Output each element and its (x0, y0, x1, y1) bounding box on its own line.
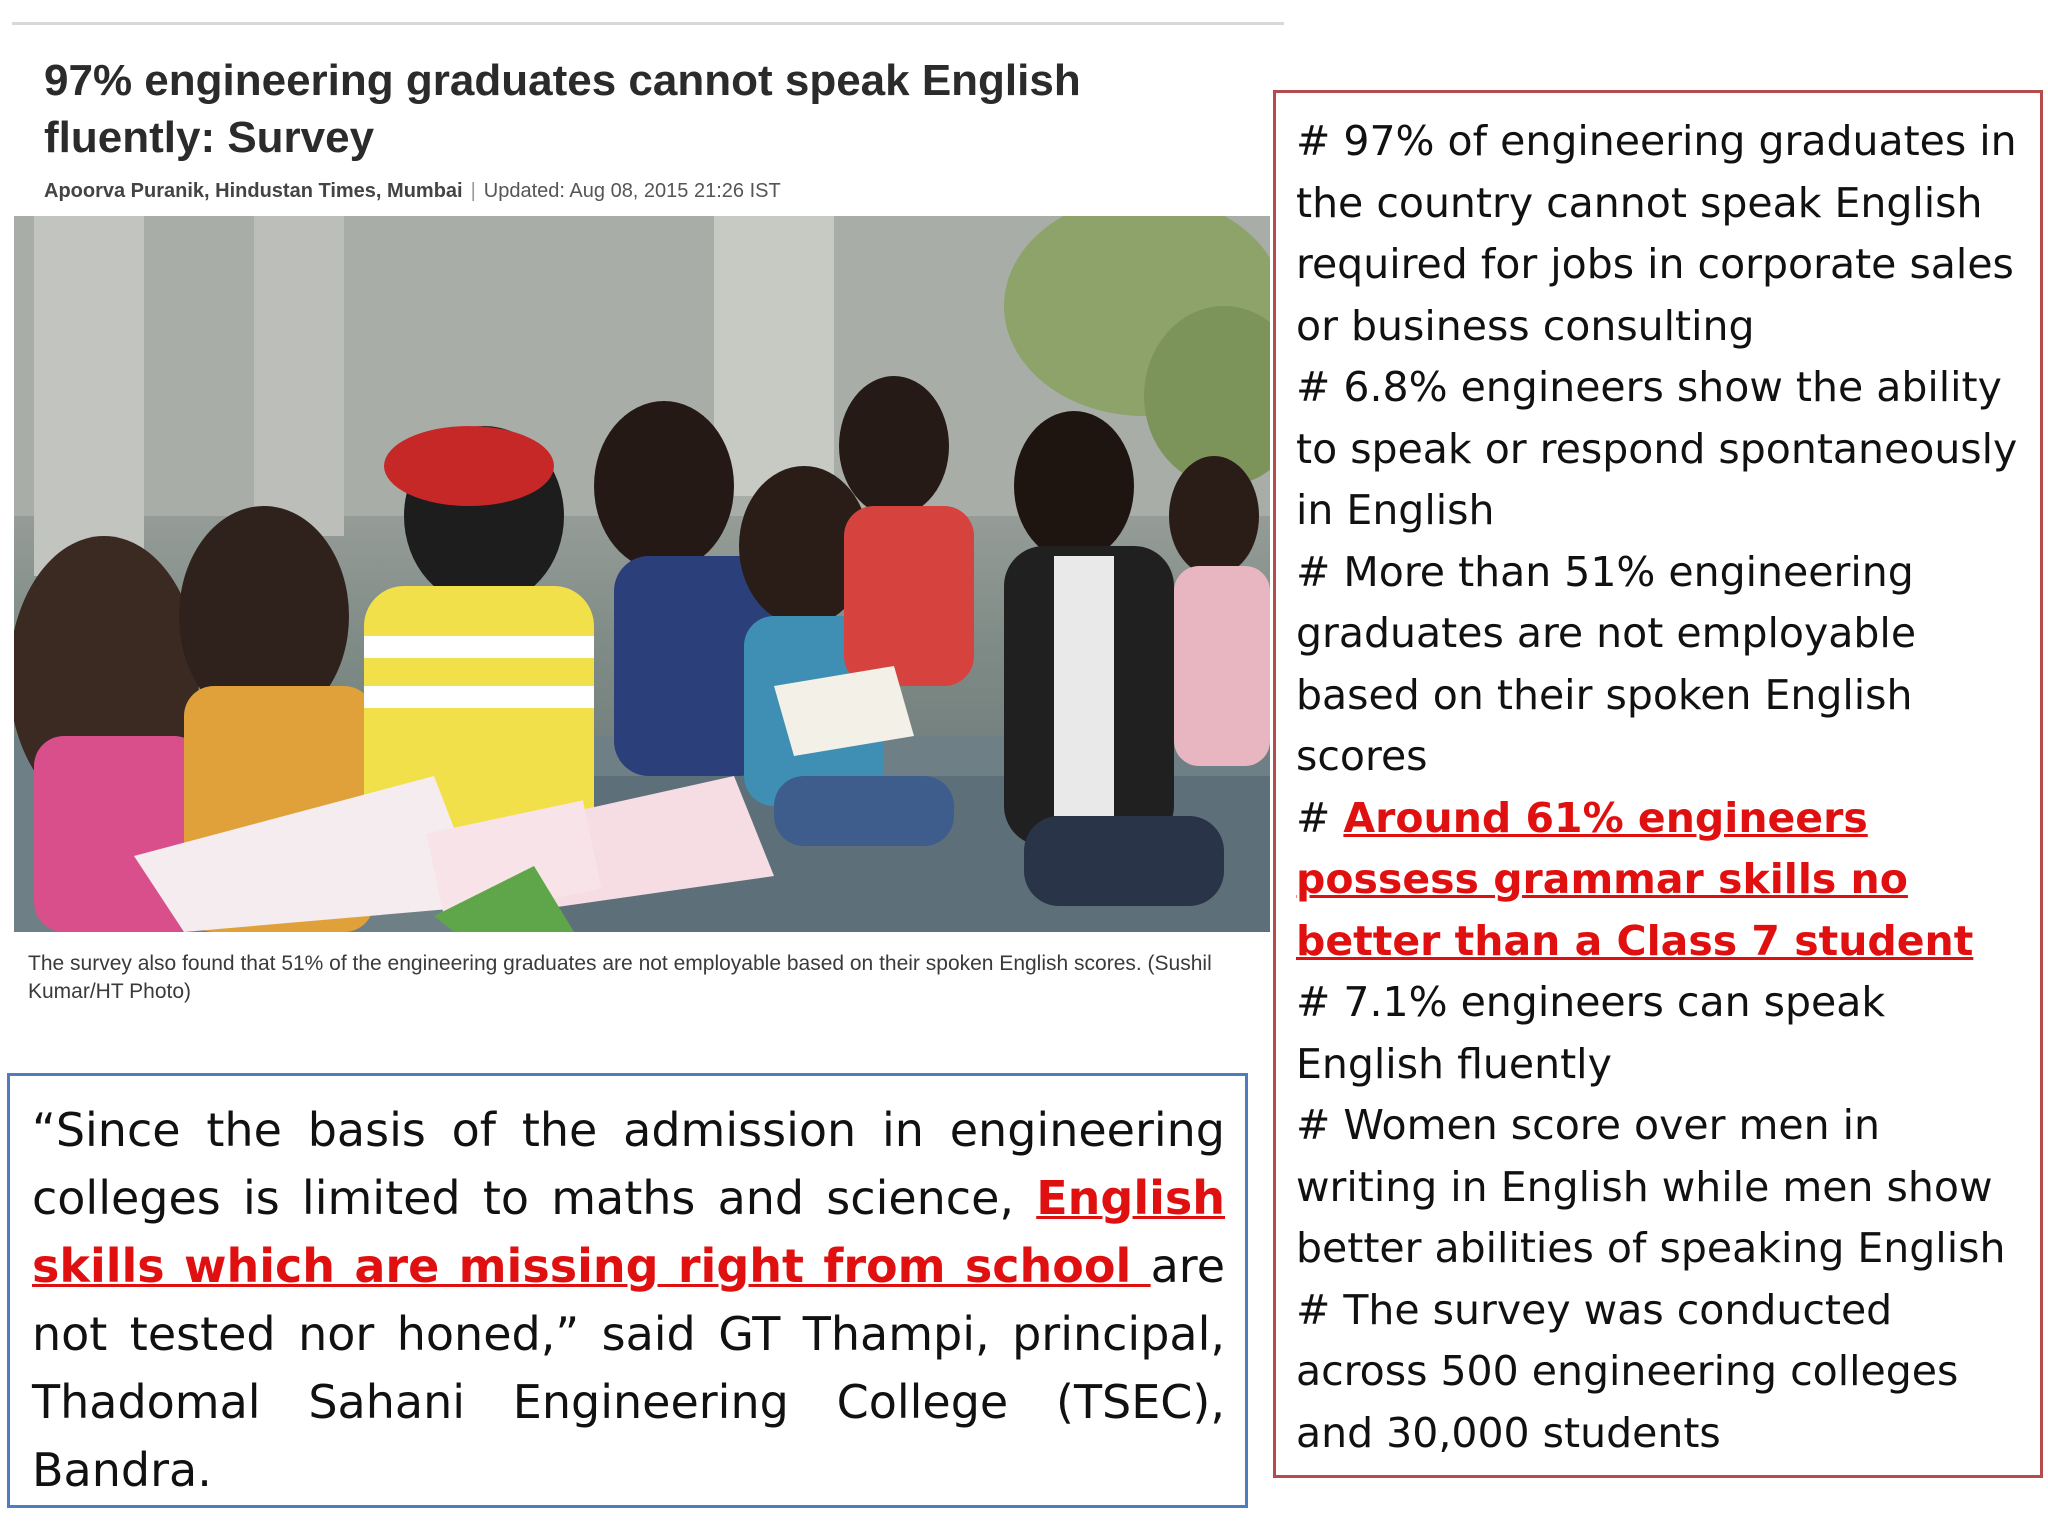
fact-item (1296, 1280, 2028, 1465)
survey-facts-list (1296, 111, 2028, 1464)
fact-text: More than 51% engineering graduates are not employable based on their spoken English scores (1296, 547, 1917, 780)
quote-text-end: are not tested nor honed,” said GT Thampi, principal, Thadomal Sahani Engineering College (TSEC), Bandra. (32, 1239, 1225, 1497)
fact-prefix: # (1296, 1101, 1344, 1149)
principal-quote (32, 1096, 1225, 1504)
fact-highlight: Around 61% engineers possess grammar skills no better than a Class 7 student (1296, 793, 1974, 965)
fact-item-highlighted (1296, 788, 2028, 973)
quote-text-start: “Since the basis of the admission in engineering colleges is limited to maths and science, (32, 1103, 1225, 1225)
article-updated-date: Updated: Aug 08, 2015 21:26 IST (483, 180, 781, 202)
fact-item (1296, 357, 2028, 542)
byline-separator: | (470, 180, 476, 202)
fact-prefix: # (1296, 363, 1344, 411)
quote-highlight: English skills which are missing right from school (32, 1171, 1225, 1293)
fact-text: 7.1% engineers can speak English fluently (1296, 978, 1886, 1088)
article-author: Apoorva Puranik, Hindustan Times, Mumbai (44, 180, 463, 202)
fact-text: Women score over men in writing in English while men show better abilities of speaking English (1296, 1101, 2006, 1272)
fact-text: The survey was conducted across 500 engineering colleges and 30,000 students (1296, 1285, 1959, 1457)
fact-prefix: # (1296, 793, 1344, 842)
fact-prefix: # (1296, 978, 1344, 1026)
fact-prefix: # (1296, 1285, 1344, 1334)
article-photo (14, 216, 1270, 932)
fact-item (1296, 111, 2028, 357)
fact-item (1296, 972, 2028, 1095)
fact-text: 6.8% engineers show the ability to speak or respond spontaneously in English (1296, 363, 2018, 534)
fact-item (1296, 1095, 2028, 1280)
survey-facts-box (1273, 90, 2043, 1478)
top-divider (12, 22, 1284, 25)
article-byline (44, 180, 781, 203)
article-headline: 97% engineering graduates cannot speak English fluently: Survey (44, 56, 1081, 162)
photo-caption: The survey also found that 51% of the engineering graduates are not employable based on their spoken English scores. (Sushil Kumar/HT Photo) (28, 952, 1212, 1003)
quote-box (7, 1073, 1248, 1508)
fact-prefix: # (1296, 117, 1344, 165)
fact-item (1296, 542, 2028, 788)
fact-prefix: # (1296, 547, 1344, 596)
fact-text: 97% of engineering graduates in the country cannot speak English required for jobs in corporate sales or business consulting (1296, 117, 2017, 350)
